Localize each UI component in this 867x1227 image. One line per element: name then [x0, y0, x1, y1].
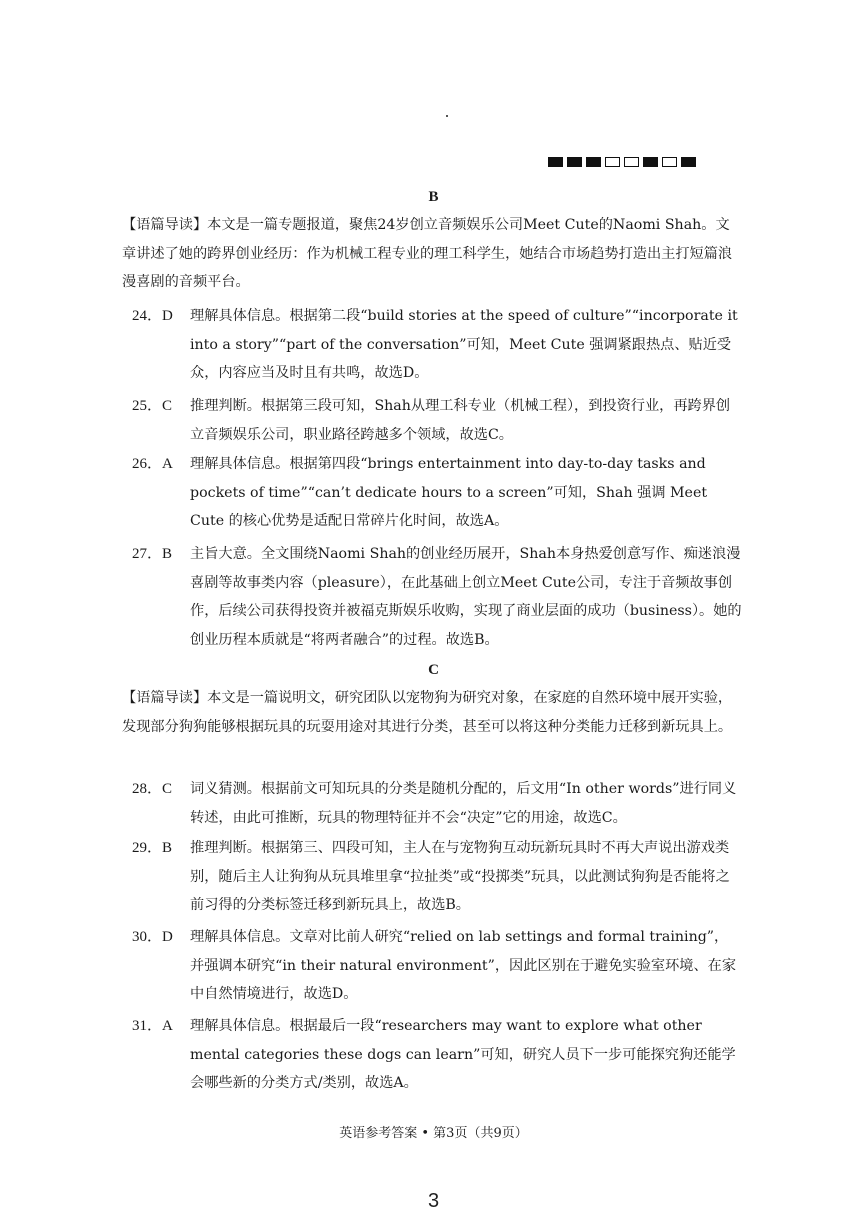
answer-explanation: 词义猜测。根据前文可知玩具的分类是随机分配的，后文用“In other words”进行同义转述，由此可推断，玩具的物理特征并不会“决定”它的用途，故选C。 — [190, 781, 737, 826]
progress-square-7 — [662, 157, 677, 167]
answer-explanation: 主旨大意。全文围绕Naomi Shah的创业经历展开，Shah本身热爱创意写作、痴迷浪漫喜剧等故事类内容（pleasure），在此基础上创立Meet Cute公司，专注于音频故事创作，后续公司获得投资并被福克斯娱乐收购，实现了商业层面的成功（business）。她的创业历程本质就是“将两者融合”的过程。故选B。 — [190, 546, 742, 648]
progress-square-8 — [681, 157, 696, 167]
answer-number: 26．A — [132, 456, 173, 472]
answer-number: 30．D — [132, 929, 173, 945]
answer-item-31 — [132, 1012, 742, 1098]
section-b-intro: 【语篇导读】本文是一篇专题报道，聚焦24岁创立音频娱乐公司Meet Cute的Naomi Shah。文章讲述了她的跨界创业经历：作为机械工程专业的理工科学生，她结合市场趋势打造出主打短篇浪漫喜剧的音频平台。 — [122, 217, 733, 290]
answer-item-26 — [132, 450, 742, 536]
answer-number: 31．A — [132, 1018, 173, 1034]
section-c-intro: 【语篇导读】本文是一篇说明文，研究团队以宠物狗为研究对象，在家庭的自然环境中展开实验，发现部分狗狗能够根据玩具的玩耍用途对其进行分类，甚至可以将这种分类能力迁移到新玩具上。 — [122, 690, 733, 735]
progress-square-6 — [643, 157, 658, 167]
section-c-heading: C — [428, 662, 439, 678]
answer-explanation: 理解具体信息。根据第四段“brings entertainment into day-to-day tasks and pockets of time”“can’t dedicate hours to a screen”可知，Shah 强调 Meet Cute 的核心优势是适配日常碎片化时间，故选A。 — [190, 456, 708, 529]
answer-explanation: 理解具体信息。根据最后一段“researchers may want to explore what other mental categories these dogs can learn”可知，研究人员下一步可能探究狗还能学会哪些新的分类方式/类别，故选A。 — [190, 1018, 736, 1091]
progress-square-1 — [548, 157, 563, 167]
answer-number: 25．C — [132, 398, 173, 414]
progress-square-5 — [624, 157, 639, 167]
answer-item-28 — [132, 775, 742, 832]
answer-number: 24．D — [132, 308, 173, 324]
answer-item-29 — [132, 834, 742, 920]
page-number: 3 — [427, 1190, 440, 1212]
answer-number: 28．C — [132, 781, 173, 797]
answer-explanation: 推理判断。根据第三段可知，Shah从理工科专业（机械工程），到投资行业，再跨界创立音频娱乐公司，职业路径跨越多个领域，故选C。 — [190, 398, 731, 443]
answer-item-30 — [132, 923, 742, 1009]
progress-squares — [548, 157, 696, 167]
answer-number: 27．B — [132, 546, 173, 562]
section-b-heading: B — [428, 189, 439, 205]
answer-explanation: 理解具体信息。根据第二段“build stories at the speed of culture”“incorporate it into a story”“part of the conversation”可知，Meet Cute 强调紧跟热点、贴近受众，内容应当及时且有共鸣，故选D。 — [190, 308, 738, 381]
answer-explanation: 推理判断。根据第三、四段可知，主人在与宠物狗互动玩新玩具时不再大声说出游戏类别，随后主人让狗狗从玩具堆里拿“拉扯类”或“投掷类”玩具，以此测试狗狗是否能将之前习得的分类标签迁移到新玩具上，故选B。 — [190, 840, 730, 913]
answer-item-27 — [132, 540, 742, 654]
progress-square-2 — [567, 157, 582, 167]
answer-number: 29．B — [132, 840, 173, 856]
page-footer: 英语参考答案 • 第3页（共9页） — [339, 1126, 528, 1141]
answer-item-24 — [132, 302, 742, 388]
answer-explanation: 理解具体信息。文章对比前人研究“relied on lab settings and formal training”，并强调本研究“in their natural environment”，因此区别在于避免实验室环境、在家中自然情境进行，故选D。 — [190, 929, 737, 1002]
scan-speck — [446, 115, 448, 117]
progress-square-3 — [586, 157, 601, 167]
progress-square-4 — [605, 157, 620, 167]
answer-item-25 — [132, 392, 742, 449]
